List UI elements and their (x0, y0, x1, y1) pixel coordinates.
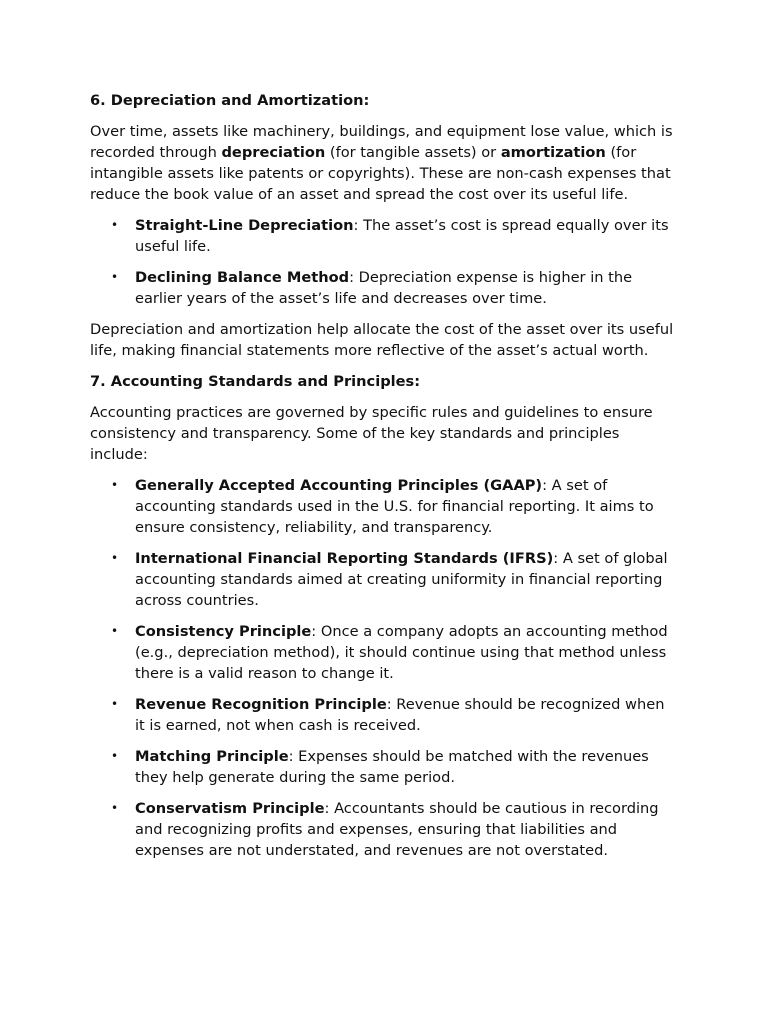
list-item-term: Matching Principle (135, 748, 289, 765)
bullet-icon: • (111, 801, 119, 815)
list-item-term: Conservatism Principle (135, 800, 325, 817)
section-6-closing-paragraph: Depreciation and amortization help allocate the cost of the asset over its useful life, making financial statements more reflective of the asset’s actual worth. (90, 321, 674, 359)
term-amortization: amortization (500, 144, 606, 161)
list-item-text: : Depreciation expense is higher in the earlier years of the asset’s life and decreases over time. (135, 269, 633, 307)
section-7-intro-paragraph: Accounting practices are governed by specific rules and guidelines to ensure consistency and transparency. Some of the key standards and principles include: (90, 404, 653, 463)
section-7-heading: 7. Accounting Standards and Principles: (90, 373, 421, 390)
bullet-icon: • (111, 218, 119, 232)
list-item-term: International Financial Reporting Standards (IFRS) (135, 550, 554, 567)
list-item-text: : A set of accounting standards used in the U.S. for financial reporting. It aims to ensure consistency, reliability, and transparency. (135, 477, 654, 536)
list-item-term: Generally Accepted Accounting Principles (GAAP) (135, 477, 543, 494)
list-item-text: : The asset’s cost is spread equally over its useful life. (135, 217, 669, 255)
list-item-text: : Once a company adopts an accounting method (e.g., depreciation method), it should continue using that method unless there is a valid reason to change it. (135, 623, 668, 682)
list-item (90, 548, 678, 611)
bullet-icon: • (111, 551, 119, 565)
intro-text: (for intangible assets like patents or copyrights). These are non-cash expenses that reduce the book value of an asset and spread the cost over its useful life. (90, 144, 671, 203)
bullet-icon: • (111, 270, 119, 284)
list-item (90, 621, 678, 684)
intro-text: Over time, assets like machinery, buildings, and equipment lose value, which is recorded through (90, 123, 673, 161)
section-6-intro-paragraph (90, 121, 678, 205)
list-item-text: : Expenses should be matched with the revenues they help generate during the same period. (135, 748, 649, 786)
list-item (90, 746, 678, 788)
list-item (90, 798, 678, 861)
section-7-bullet-list (90, 475, 678, 861)
list-item-term: Straight-Line Depreciation (135, 217, 354, 234)
list-item-term: Revenue Recognition Principle (135, 696, 387, 713)
list-item-text: : Revenue should be recognized when it is earned, not when cash is received. (135, 696, 665, 734)
section-6-bullet-list (90, 215, 678, 309)
list-item (90, 267, 678, 309)
list-item-text: : A set of global accounting standards aimed at creating uniformity in financial reporting across countries. (135, 550, 668, 609)
list-item (90, 215, 678, 257)
list-item-term: Declining Balance Method (135, 269, 350, 286)
bullet-icon: • (111, 749, 119, 763)
bullet-icon: • (111, 697, 119, 711)
list-item-text: : Accountants should be cautious in recording and recognizing profits and expenses, ensuring that liabilities and expenses are not understated, and revenues are not overstated. (135, 800, 659, 859)
list-item (90, 475, 678, 538)
list-item (90, 694, 678, 736)
bullet-icon: • (111, 624, 119, 638)
list-item-term: Consistency Principle (135, 623, 312, 640)
term-depreciation: depreciation (221, 144, 326, 161)
section-6-heading: 6. Depreciation and Amortization: (90, 92, 370, 109)
bullet-icon: • (111, 478, 119, 492)
intro-text: (for tangible assets) or (325, 144, 501, 161)
